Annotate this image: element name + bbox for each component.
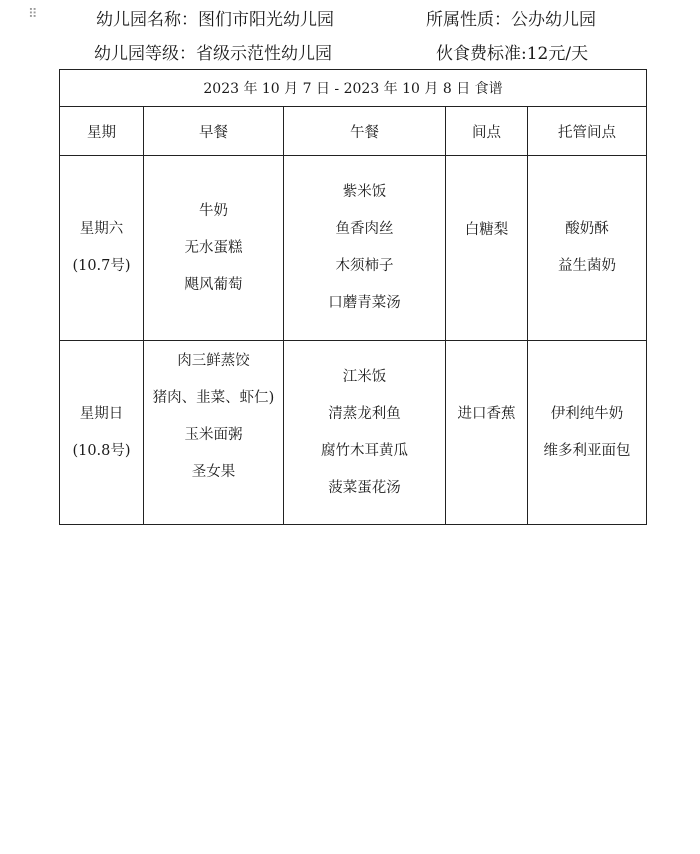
snack-cell bbox=[446, 341, 528, 525]
menu-item: 无水蛋糕 bbox=[184, 239, 243, 256]
kindergarten-nature: 所属性质：公办幼儿园 bbox=[426, 10, 596, 30]
table-title-row bbox=[60, 70, 647, 107]
header-lunch: 午餐 bbox=[284, 107, 446, 156]
care-snack-cell bbox=[528, 156, 647, 341]
menu-item: 清蒸龙利鱼 bbox=[328, 405, 401, 422]
menu-item: 木须柿子 bbox=[335, 258, 394, 274]
menu-item: 菠菜蛋花汤 bbox=[328, 479, 401, 496]
menu-table bbox=[59, 69, 647, 525]
lunch-cell bbox=[284, 156, 446, 341]
table-title: 2023 年 10 月 7 日 - 2023 年 10 月 8 日 食谱 bbox=[60, 70, 647, 107]
menu-item: 白糖梨 bbox=[464, 221, 509, 238]
menu-item: 紫米饭 bbox=[342, 184, 387, 200]
table-header-row bbox=[60, 107, 647, 156]
kindergarten-name: 幼儿园名称：图们市阳光幼儿园 bbox=[96, 10, 334, 30]
menu-item: 酸奶酥 bbox=[565, 221, 609, 237]
weekday-cell bbox=[60, 156, 144, 341]
weekday-label: 星期六 bbox=[79, 221, 124, 237]
weekday-date: (10.8号) bbox=[72, 442, 131, 459]
breakfast-cell bbox=[144, 341, 284, 525]
header-breakfast: 早餐 bbox=[144, 107, 284, 156]
meal-fee-standard: 伙食费标准:12元/天 bbox=[436, 44, 589, 64]
weekday-cell bbox=[60, 341, 144, 525]
menu-item: 江米饭 bbox=[342, 368, 387, 385]
menu-item: 牛奶 bbox=[199, 202, 228, 219]
weekday-label: 星期日 bbox=[79, 405, 124, 422]
menu-item: 进口香蕉 bbox=[457, 406, 516, 422]
drag-handle-icon[interactable]: ⠿ bbox=[28, 7, 37, 22]
menu-item: 飓风葡萄 bbox=[184, 276, 243, 293]
menu-item: 伊利纯牛奶 bbox=[550, 405, 624, 422]
table-row bbox=[60, 156, 647, 341]
menu-item: 肉三鲜蒸饺 bbox=[177, 353, 250, 369]
header-snack: 间点 bbox=[446, 107, 528, 156]
care-snack-cell bbox=[528, 341, 647, 525]
weekday-date: (10.7号) bbox=[72, 258, 131, 274]
menu-item: 鱼香肉丝 bbox=[335, 221, 394, 237]
snack-cell bbox=[446, 156, 528, 341]
table-row bbox=[60, 341, 647, 525]
lunch-cell bbox=[284, 341, 446, 525]
breakfast-cell bbox=[144, 156, 284, 341]
menu-item: 腐竹木耳黄瓜 bbox=[321, 442, 408, 459]
menu-item: 玉米面粥 bbox=[184, 427, 243, 443]
menu-item: 维多利亚面包 bbox=[543, 442, 631, 459]
header-weekday: 星期 bbox=[60, 107, 144, 156]
menu-item: 益生菌奶 bbox=[558, 258, 617, 274]
menu-item: 猪肉、韭菜、虾仁) bbox=[152, 390, 275, 406]
menu-item: 圣女果 bbox=[191, 464, 236, 480]
header-care-snack: 托管间点 bbox=[528, 107, 647, 156]
kindergarten-grade: 幼儿园等级：省级示范性幼儿园 bbox=[94, 44, 332, 64]
menu-item: 口蘑青菜汤 bbox=[328, 295, 401, 311]
